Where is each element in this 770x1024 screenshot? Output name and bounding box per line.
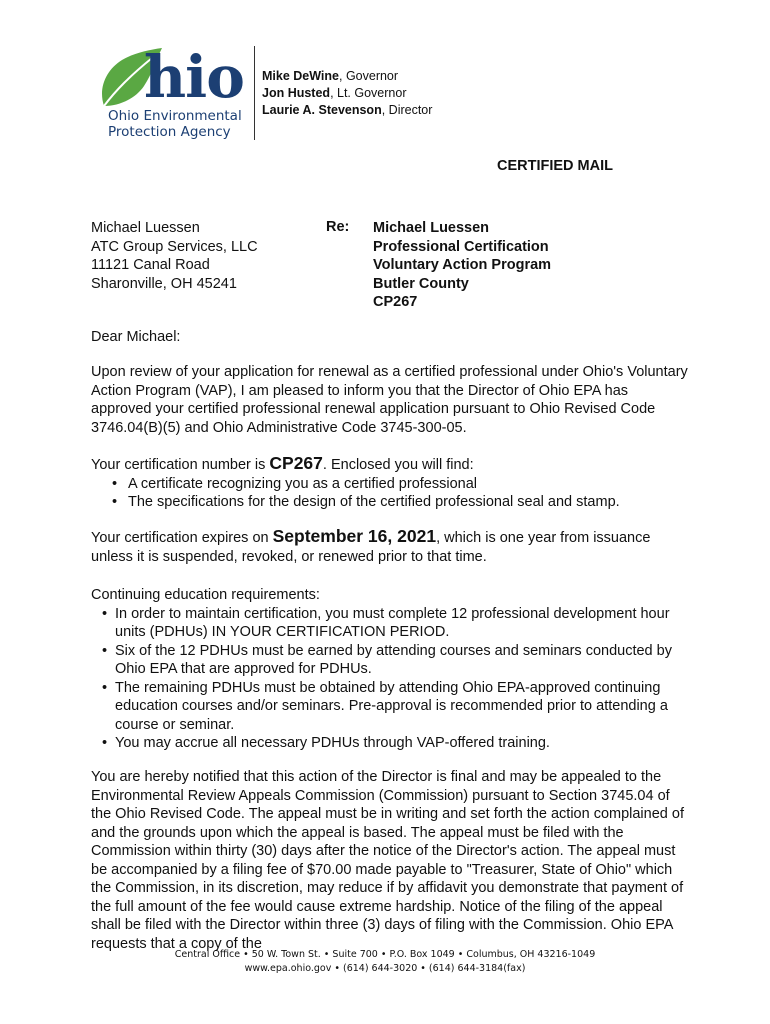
requirements-list: [91, 605, 691, 753]
recipient-city: Sharonville, OH 45241: [91, 275, 237, 292]
footer-contact: www.epa.ohio.gov • (614) 644-3020 • (614) 644-3184(fax): [244, 963, 526, 974]
agency-name: [108, 108, 242, 140]
expiration-date: September 16, 2021: [272, 526, 437, 546]
certification-number: CP267: [269, 453, 323, 473]
logo-wordmark: hio: [144, 43, 244, 111]
re-line: CP267: [373, 294, 418, 310]
mail-type-label: CERTIFIED MAIL: [497, 158, 613, 174]
agency-name-line1: Ohio Environmental: [108, 108, 242, 124]
official-director: Laurie A. Stevenson, Director: [262, 103, 433, 117]
recipient-street: 11121 Canal Road: [91, 257, 210, 273]
letter-footer: [0, 948, 770, 976]
paragraph-approval: Upon review of your application for renewal as a certified professional under Ohio's Voluntary Action Program (VAP), I am pleased to inform you that the Director of Ohio EPA has approved your certified professional renewal application pursuant to Ohio Revised Code 3746.04(B)(5) and Ohio Administrative Code 3745-300-05.: [91, 364, 688, 436]
official-lt-governor: Jon Husted, Lt. Governor: [262, 86, 407, 100]
re-line: Professional Certification: [373, 238, 549, 255]
paragraph-appeal-notice: You are hereby notified that this action of the Director is final and may be appealed to the Environmental Review Appeals Commission (Commission) pursuant to Section 3745.04 of the Ohio Revised Code. The appeal must be in writing and set forth the action complained of and the grounds upon which the appeal is based. The appeal must be filed with the Commission within thirty (30) days after the notice of the Director's action. The appeal must be accompanied by a filing fee of $70.00 made payable to "Treasurer, State of Ohio" which the Commission, in its discretion, may reduce if by affidavit you demonstrate that payment of the full amount of the fee would cause extreme hardship. Notice of the filing of the appeal shall be filed with the Director within three (3) days of filing with the Commission. Ohio EPA requests that a copy of the: [91, 769, 684, 952]
section-heading: Continuing education requirements:: [91, 587, 320, 603]
salutation: Dear Michael:: [91, 329, 181, 345]
list-item: • The specifications for the design of the certified professional seal and stamp.: [91, 493, 691, 512]
official-governor: Mike DeWine, Governor: [262, 69, 399, 83]
re-line: Butler County: [373, 275, 469, 292]
re-label: Re:: [326, 219, 350, 235]
list-item: • Six of the 12 PDHUs must be earned by attending courses and seminars conducted by Ohio EPA that are approved for PDHUs.: [91, 642, 691, 679]
officials-list: [262, 68, 432, 119]
list-item: • In order to maintain certification, you must complete 12 professional development hour units (PDHUs) IN YOUR CERTIFICATION PERIOD.: [91, 605, 691, 642]
agency-name-line2: Protection Agency: [108, 124, 231, 140]
paragraph-continuing-education: [91, 586, 691, 753]
paragraph-certification-number: Your certification number is CP267. Enclosed you will find: • A certificate recognizing you as a certified professional • The specifications for the design of the certified professional seal and stamp.: [91, 454, 691, 512]
re-line: Voluntary Action Program: [373, 257, 552, 273]
list-item: • A certificate recognizing you as a certified professional: [91, 475, 691, 494]
enclosure-list: [91, 475, 691, 512]
recipient-company: ATC Group Services, LLC: [91, 238, 258, 255]
recipient-name: Michael Luessen: [91, 220, 200, 236]
list-item: • The remaining PDHUs must be obtained by attending Ohio EPA-approved continuing education courses and/or seminars. Pre-approval is recommended prior to attending a course or seminar.: [91, 679, 691, 735]
list-item: • You may accrue all necessary PDHUs through VAP-offered training.: [91, 734, 691, 753]
re-line: Michael Luessen: [373, 220, 490, 236]
letterhead-divider: [254, 46, 255, 140]
ohio-epa-logo: [96, 44, 248, 142]
footer-address: Central Office • 50 W. Town St. • Suite 700 • P.O. Box 1049 • Columbus, OH 43216-1049: [174, 949, 596, 960]
recipient-address: [91, 219, 258, 293]
re-block: [373, 219, 551, 312]
paragraph-expiration: Your certification expires on September 16, 2021, which is one year from issuance unless it is suspended, revoked, or renewed prior to that time.: [91, 526, 651, 565]
